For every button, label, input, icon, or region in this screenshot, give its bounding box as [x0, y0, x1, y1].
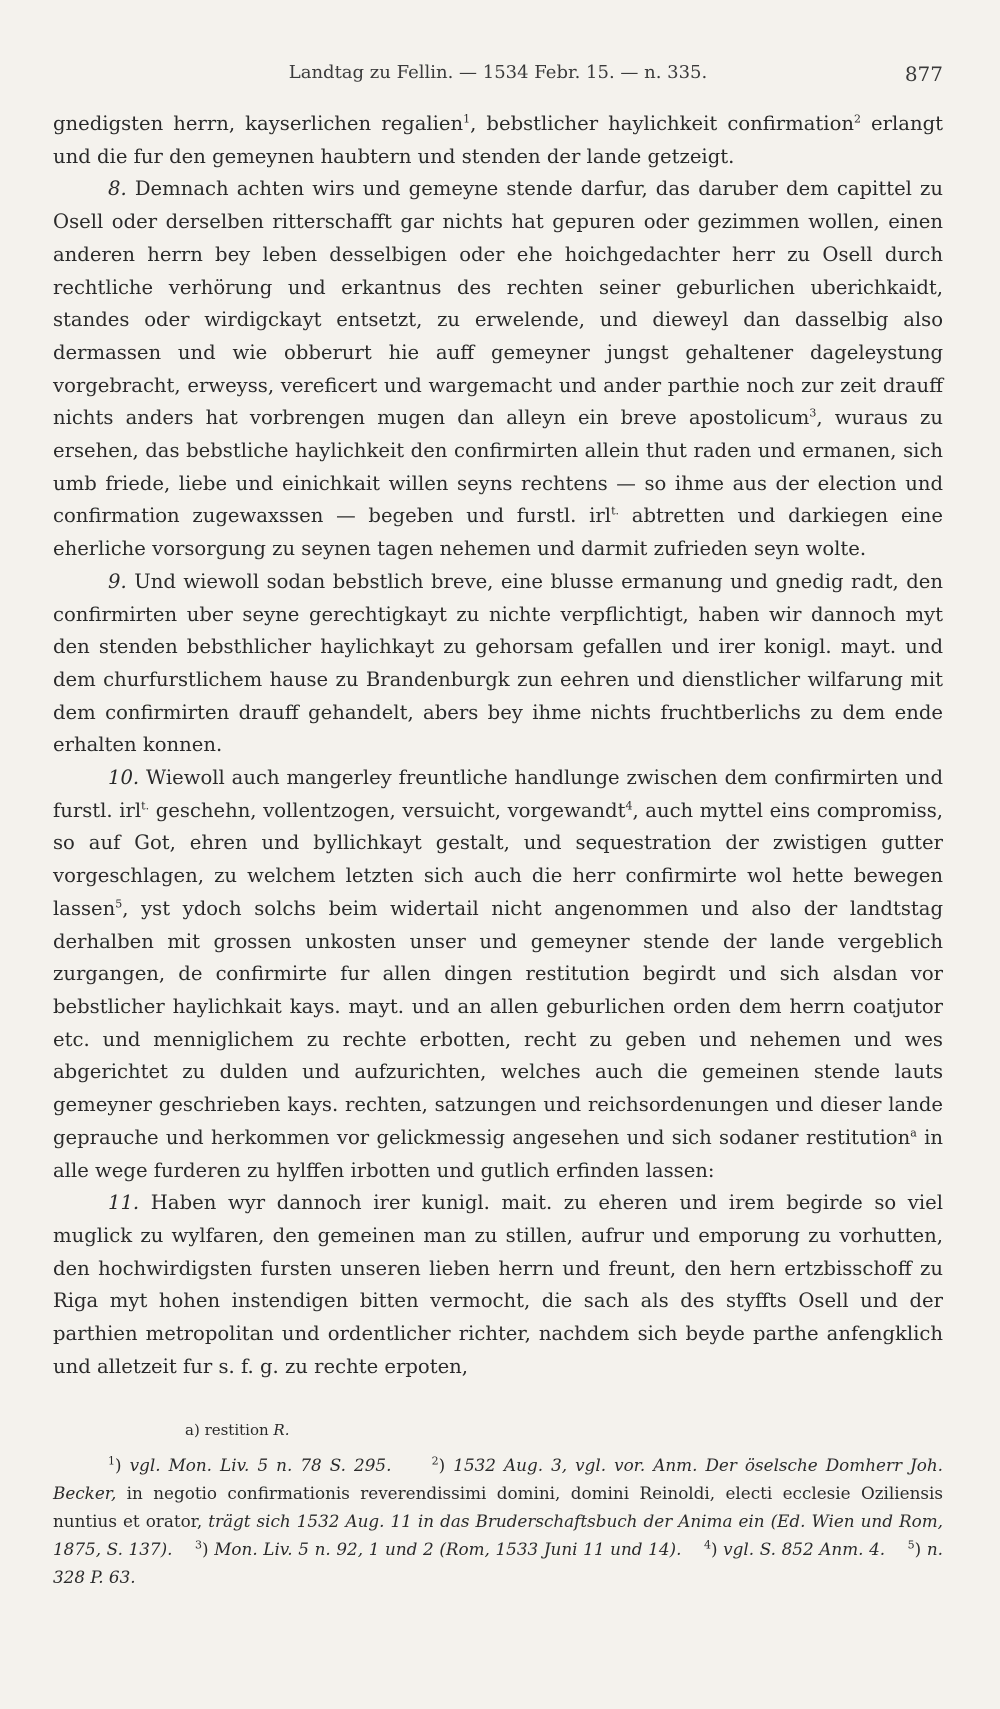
- page-number: 877: [904, 62, 943, 86]
- paragraph-number: 10.: [108, 766, 140, 790]
- footnote-2-a: 1532 Aug. 3, vgl. vor. Anm. Der öselsche Domherr Joh. Becker,: [53, 1455, 944, 1504]
- paragraph-9: [53, 566, 943, 762]
- paragraph-8: [53, 173, 943, 565]
- footnote-ref-3: 3: [809, 406, 817, 420]
- paragraph-number: 8.: [108, 177, 127, 201]
- footnote-1: vgl. Mon. Liv. 5 n. 78 S. 295.: [121, 1455, 392, 1476]
- footnote-2-b: in negotio confirmationis reverendissimi domini, domini Reinoldi, electi ecclesie Oziliensis nuntius et orator,: [53, 1483, 943, 1532]
- text-run: , auch myttel eins compromiss, so auf Got, ehren und byllichkayt gestalt, und sequestration der zwistigen gutter vorgeschlagen, zu welchem letzten sich auch die herr confirmirte wol hette bewegen lassen: [53, 798, 943, 920]
- text-run: Haben wyr dannoch irer kunigl. mait. zu eheren und irem begirde so viel muglick zu wylfaren, den gemeinen man zu stillen, aufrur und emporung zu vorhutten, den hochwirdigsten fursten unseren lieben herrn und freunt, den hern ertzbisschoff zu Riga myt hohen instendigen bitten vermocht, die sach als des styffts Osell und der parthien metropolitan und ordentlicher richter, nachdem sich beyde parthe anfengklich und alletzeit fur s. f. g. zu rechte erpoten,: [53, 1191, 943, 1378]
- critical-apparatus: [53, 1419, 943, 1441]
- apparatus-label: a): [185, 1421, 200, 1440]
- footnote-ref-5: 5: [115, 897, 123, 911]
- footnotes: [53, 1451, 943, 1591]
- footnote-mark-1: 1: [108, 1454, 115, 1468]
- paragraph-10: [53, 762, 943, 1187]
- footnote-3: Mon. Liv. 5 n. 92, 1 und 2 (Rom, 1533 Juni 11 und 14).: [208, 1539, 682, 1560]
- text-run: abtretten und darkiegen eine eherliche vorsorgung zu seynen tagen nehemen und darmit zufrieden seyn wolte.: [53, 504, 943, 561]
- footnote-ref-2: 2: [853, 112, 861, 126]
- text-run: geschehn, vollentzogen, versuicht, vorgewandt: [149, 798, 626, 822]
- footnote-5: n. 328 P. 63.: [53, 1539, 943, 1588]
- paragraph-7-tail: [53, 108, 943, 173]
- paragraph-11: [53, 1187, 943, 1383]
- text-run: Demnach achten wirs und gemeyne stende darfur, das daruber dem capittel zu Osell oder derselben ritterschafft gar nichts hat gepuren oder gezimmen wollen, einen anderen herrn bey leben desselbigen oder ehe hoichgedachter herr zu Osell durch rechtliche verhörung und erkantnus des rechten seiner geburlichen uberichkaidt, standes oder wirdigckayt entsetzt, zu erwelende, und dieweyl dan dasselbig also dermassen und wie obberurt hie auff gemeyner jungst gehaltener dageleystung vorgebracht, erweyss, vereficert und wargemacht und ander parthie noch zur zeit drauff nichts anders hat vorbrengen mugen dan alleyn ein breve apostolicum: [53, 177, 943, 430]
- abbrev-sup: t.: [611, 504, 619, 518]
- running-header: [53, 62, 943, 94]
- running-title: Landtag zu Fellin. — 1534 Febr. 15. — n. 335.: [288, 62, 708, 83]
- text-run: Und wiewoll sodan bebstlich breve, eine blusse ermanung und gnedig radt, den confirmirten uber seyne gerechtigkayt zu nichte verpflichtigt, haben wir dannoch myt den stenden bebsthlicher haylichkayt zu gehorsam gefallen und irer konigl. mayt. und dem churfurstlichem hause zu Brandenburgk zun eehren und dienstlicher wilfarung mit dem confirmirten drauff gehandelt, abers bey ihme nichts fruchtberlichs zu dem ende erhalten konnen.: [53, 569, 943, 757]
- apparatus-text: restition: [199, 1421, 274, 1440]
- footnote-ref-4: 4: [625, 799, 633, 813]
- footnote-4: vgl. S. 852 Anm. 4.: [717, 1539, 886, 1560]
- footnote-ref-1: 1: [463, 112, 471, 126]
- apparatus-siglum: R.: [273, 1421, 290, 1440]
- footnote-mark-3: 3: [195, 1538, 203, 1552]
- footnote-mark-5: 5: [907, 1538, 915, 1552]
- page: [53, 62, 943, 1591]
- text-run: erlangt und die fur den gemeynen haubtern und stenden der lande getzeigt.: [53, 112, 943, 168]
- footnote-mark-2: 2: [431, 1454, 439, 1468]
- text-run: , bebstlicher haylichkeit confirmation: [470, 112, 854, 135]
- text-run: gnedigsten herrn, kayserlichen regalien: [53, 112, 464, 135]
- text-run: Wiewoll auch mangerley freuntliche handlunge zwischen dem confirmirten und furstl. irl: [53, 766, 943, 822]
- text-run: , yst ydoch solchs beim widertail nicht angenommen und also der landtstag derhalben mit grossen unkosten unser und gemeyner stende der lande vergeblich zurgangen, de confirmirte fur allen dingen restitution begirdt und sich alsdan vor bebstlicher haylichkait kays. mayt. und an allen geburlichen orden dem herrn coatjutor etc. und menniglichem zu rechte erbotten, recht zu geben und nehemen und wes abgerichtet zu dulden und aufzurichten, welches auch die gemeinen stende lauts gemeyner geschrieben kays. rechten, satzungen und reichsordenungen und dieser lande geprauche und herkommen vor gelickmessig angesehen und sich sodaner restitution: [53, 896, 943, 1149]
- paragraph-number: 9.: [108, 569, 127, 593]
- text-run: , wuraus zu ersehen, das bebstliche haylichkeit den confirmirten allein thut raden und ermanen, sich umb friede, liebe und einichkait willen seyns rechtens — so ihme aus der election und confirmation zugewaxssen — begeben und furstl. irl: [53, 406, 943, 528]
- apparatus-ref-a: a: [910, 1126, 917, 1140]
- main-text: [53, 108, 943, 1383]
- footnote-mark-4: 4: [703, 1538, 711, 1552]
- abbrev-sup: t.: [141, 799, 150, 813]
- paragraph-number: 11.: [108, 1191, 140, 1215]
- footnote-block: $^1$) vgl. Mon. Liv. 5 n. 78 S. 295. $^2$) 1532 Aug. 3, vgl. vor. Anm. Der öselsche Domherr Joh. Becker, in negotio confirmationis reverendissimi domini, domini Reinoldi, electi ecclesie Oziliensis nuntius et orator, trägt sich 1532 Aug. 11 in das Bruderschaftsbuch der Anima ein (Ed. Wien und Rom, 1875, S. 137). $^3$) Mon. Liv. 5 n. 92, 1 und 2 (Rom, 1533 Juni 11 und 14). $^4$) vgl. S. 852 Anm. 4. $^5$) n. 328 P. 63.: [53, 1454, 944, 1588]
- footnote-2-c: trägt sich 1532 Aug. 11 in das Bruderschaftsbuch der Anima ein (Ed. Wien und Rom, 1875, S. 137).: [53, 1511, 943, 1560]
- text-run: in alle wege furderen zu hylffen irbotten und gutlich erfinden lassen:: [53, 1125, 943, 1182]
